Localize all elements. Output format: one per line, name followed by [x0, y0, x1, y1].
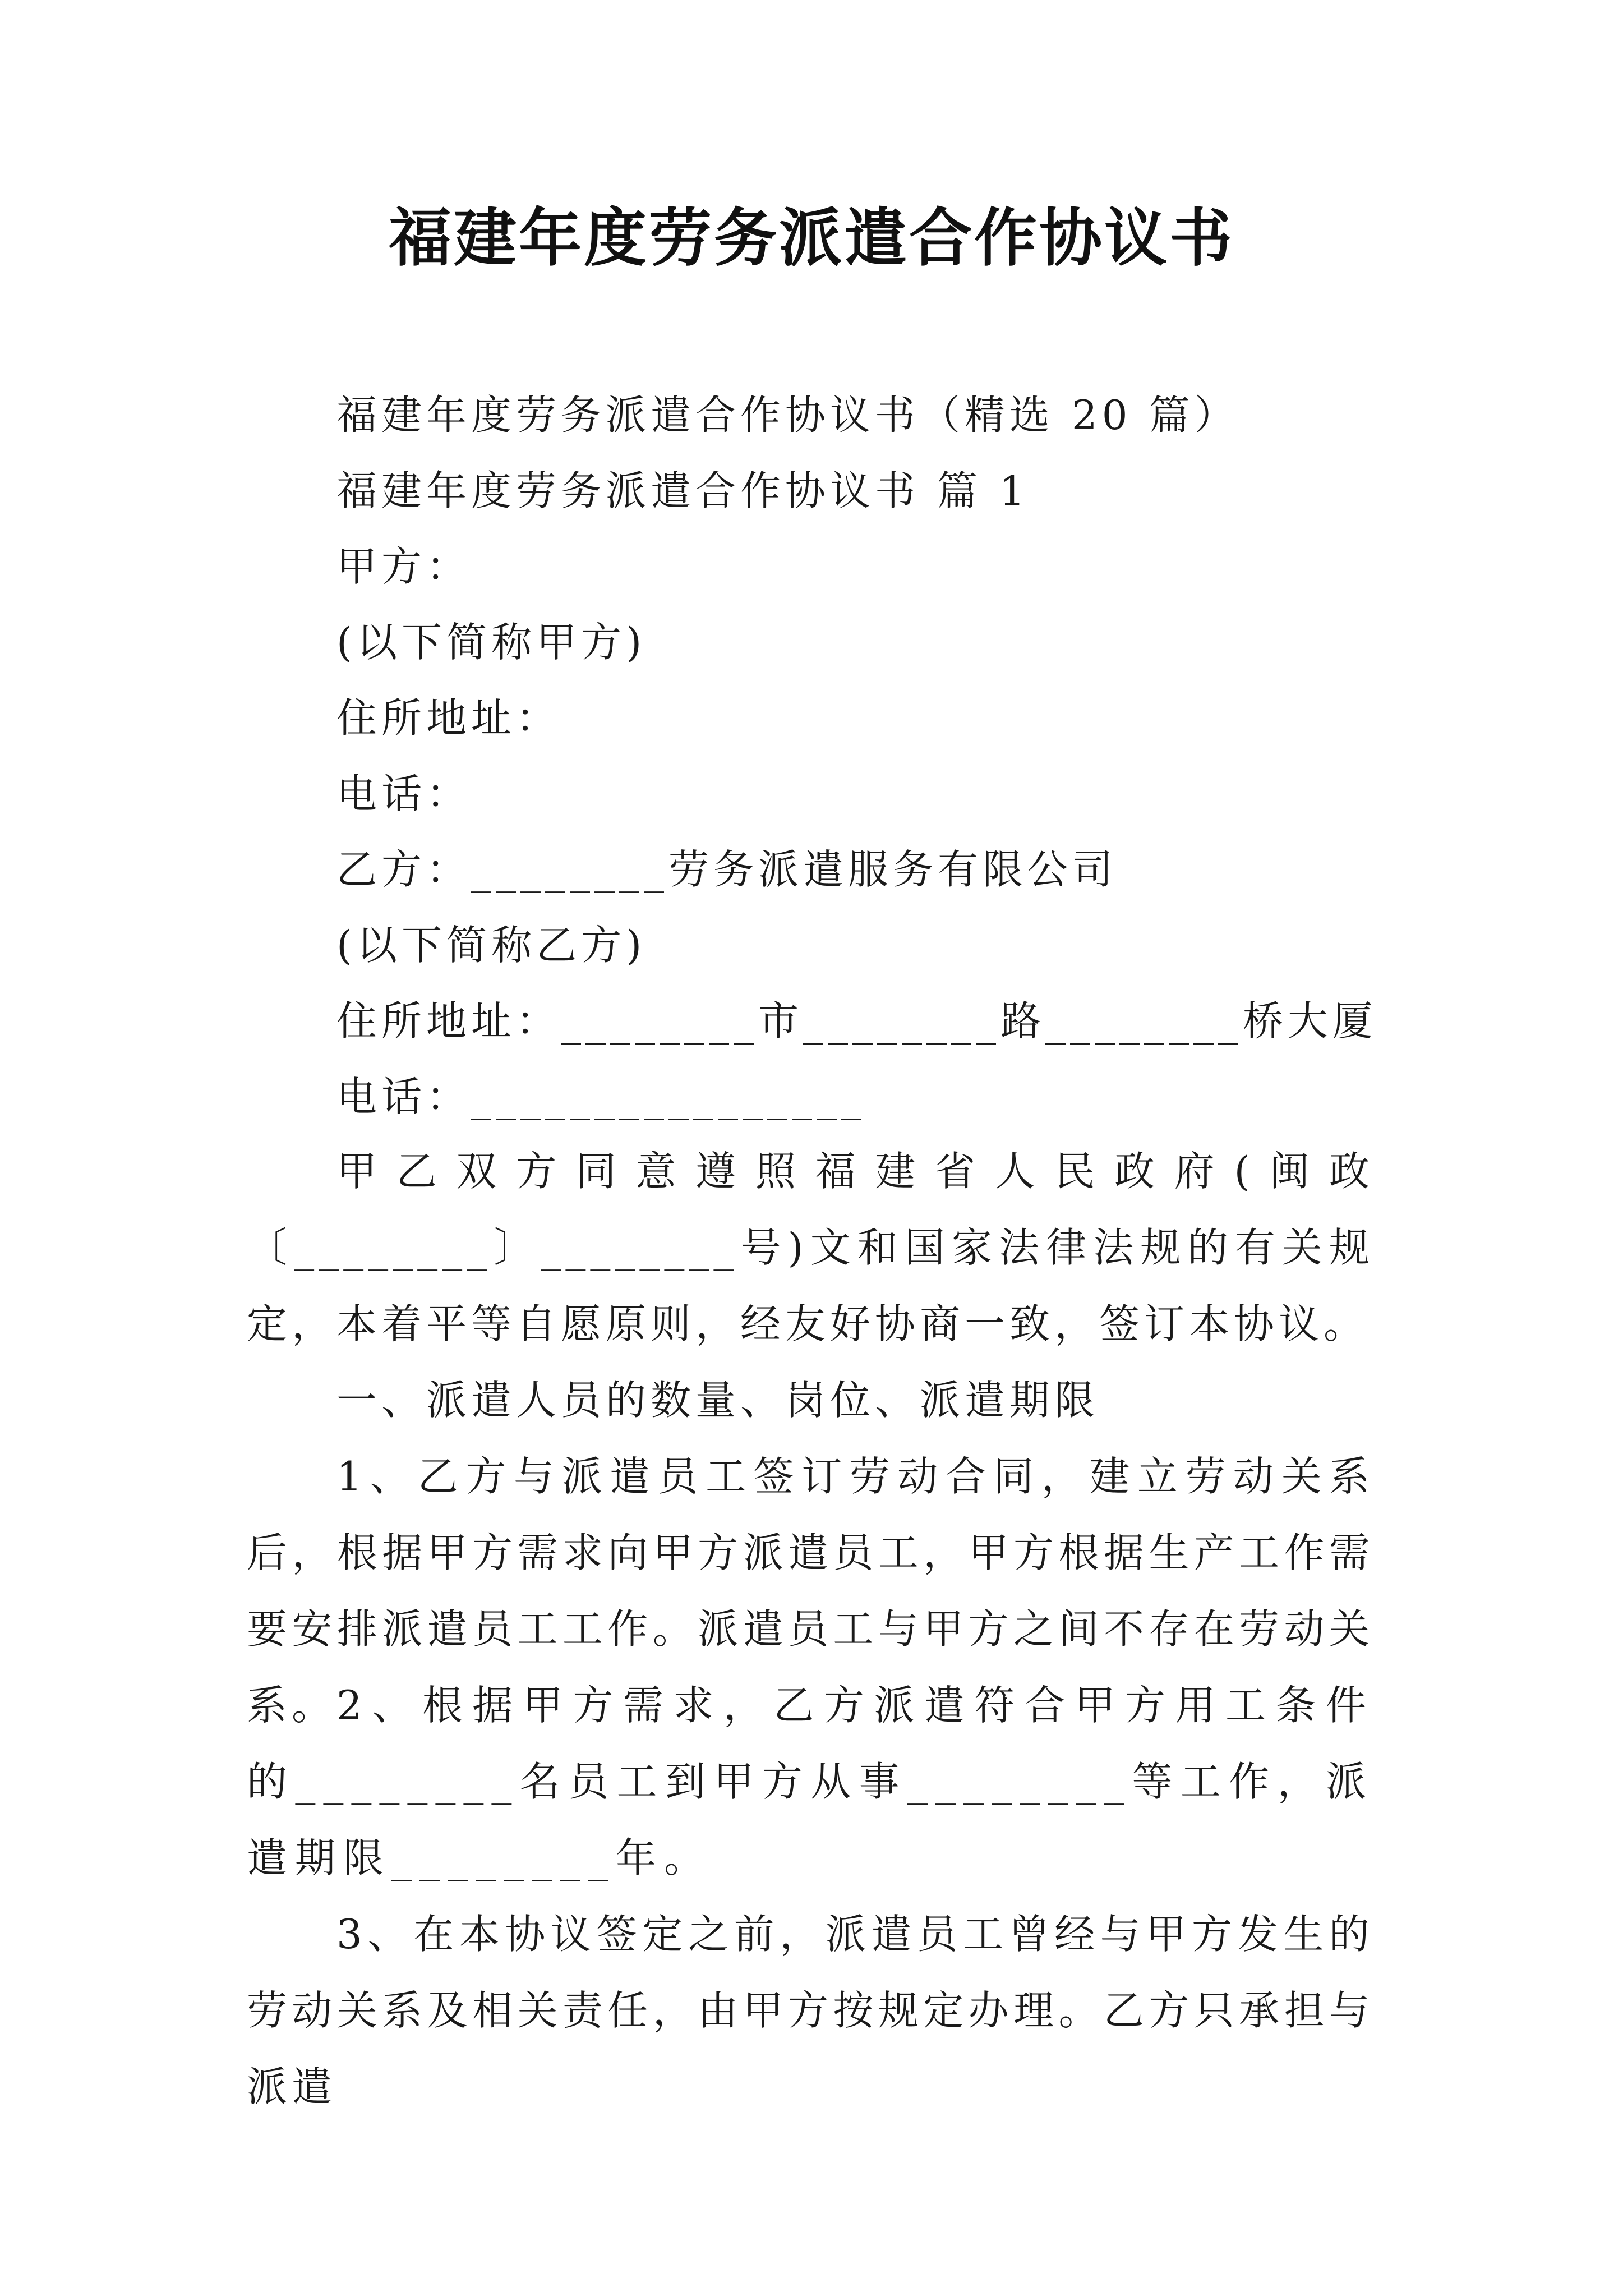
- section-heading: 福建年度劳务派遣合作协议书 篇 1: [336, 467, 1030, 514]
- clause-heading-1: 一、派遣人员的数量、岗位、派遣期限: [336, 1377, 1100, 1424]
- party-a-address: 住所地址：: [336, 694, 561, 742]
- subtitle-line: 福建年度劳务派遣合作协议书（精选 20 篇）: [336, 392, 1239, 439]
- party-a-abbrev: (以下简称甲方): [336, 619, 647, 666]
- clause-1-1: 1、乙方与派遣员工签订劳动合同，建立劳动关系后，根据甲方需求向甲方派遣员工，甲方根据生产工作需要安排派遣员工工作。派遣员工与甲方之间不存在劳动关系。: [247, 1453, 1374, 1729]
- clause-1-3: 3、在本协议签定之前，派遣员工曾经与甲方发生的劳动关系及相关责任，由甲方按规定办理。乙方只承担与派遣: [247, 1911, 1374, 2110]
- party-b-address: 住所地址：________市________路________桥大厦: [336, 997, 1378, 1045]
- preamble-paragraph: 甲乙双方同意遵照福建省人民政府(闽政〔________〕________号)文和国家法律法规的有关规定，本着平等自愿原则，经友好协商一致，签订本协议。: [247, 1148, 1374, 1347]
- party-a-label: 甲方：: [336, 543, 472, 590]
- party-a-phone: 电话：: [336, 770, 472, 817]
- party-b-abbrev: (以下简称乙方): [336, 922, 647, 969]
- party-b-phone: 电话：________________: [336, 1073, 866, 1120]
- clause-1-2: 2、根据甲方需求，乙方派遣符合甲方用工条件的________名员工到甲方从事________等工作，派遣期限________年。: [247, 1682, 1374, 1881]
- document-title: 福建年度劳务派遣合作协议书: [389, 201, 1234, 275]
- party-b-label: 乙方：________劳务派遣服务有限公司: [336, 846, 1118, 893]
